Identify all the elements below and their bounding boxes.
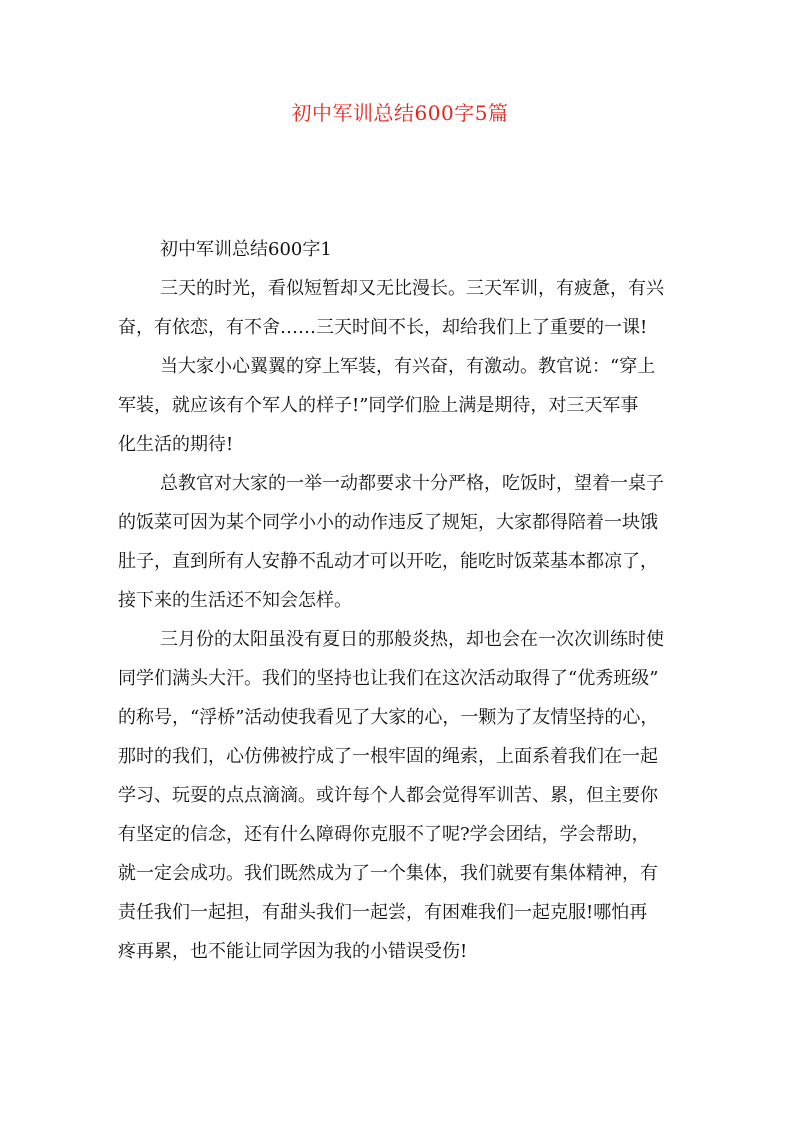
paragraph [118,269,684,347]
text-line: 就一定会成功。我们既然成为了一个集体，我们就要有集体精神，有 [118,863,658,884]
text-line: 化生活的期待! [118,434,234,455]
text-line: 三月份的太阳虽没有夏日的那般炎热，却也会在一次次训练时使 [160,629,664,650]
text-line: 三天的时光，看似短暂却又无比漫长。三天军训，有疲惫，有兴 [160,278,664,299]
text-line: 有坚定的信念，还有什么障碍你克服不了呢?学会团结，学会帮助， [118,824,650,845]
paragraph [118,464,684,620]
text-line: 肚子，直到所有人安静不乱动才可以开吃，能吃时饭菜基本都凉了， [118,551,658,572]
document-title: 初中军训总结600字5篇 [291,101,509,125]
document-body [118,230,684,971]
text-line: 的饭菜可因为某个同学小小的动作违反了规矩，大家都得陪着一块饿 [118,512,658,533]
text-line: 奋，有依恋，有不舍……三天时间不长，却给我们上了重要的一课! [118,317,648,338]
text-line: 同学们满头大汗。我们的坚持也让我们在这次活动取得了“优秀班级” [118,668,659,689]
text-line: 责任我们一起担，有甜头我们一起尝，有困难我们一起克服!哪怕再 [118,902,648,923]
text-line: 接下来的生活还不知会怎样。 [118,590,352,611]
text-line: 那时的我们，心仿佛被拧成了一根牢固的绳索，上面系着我们在一起 [118,746,658,767]
text-line: 学习、玩耍的点点滴滴。或许每个人都会觉得军训苦、累，但主要你 [118,785,658,806]
text-line: 疼再累，也不能让同学因为我的小错误受伤! [118,941,468,962]
text-line: 的称号，“浮桥”活动使我看见了大家的心，一颗为了友情坚持的心， [118,707,659,728]
text-line: 军装，就应该有个军人的样子!”同学们脸上满是期待，对三天军事 [118,395,639,416]
text-line: 当大家小心翼翼的穿上军装，有兴奋，有激动。教官说：“穿上 [160,356,656,377]
text-line: 总教官对大家的一举一动都要求十分严格，吃饭时，望着一桌子 [160,473,664,494]
paragraph [118,347,684,464]
section-heading: 初中军训总结600字1 [160,239,332,260]
paragraph [118,620,684,971]
